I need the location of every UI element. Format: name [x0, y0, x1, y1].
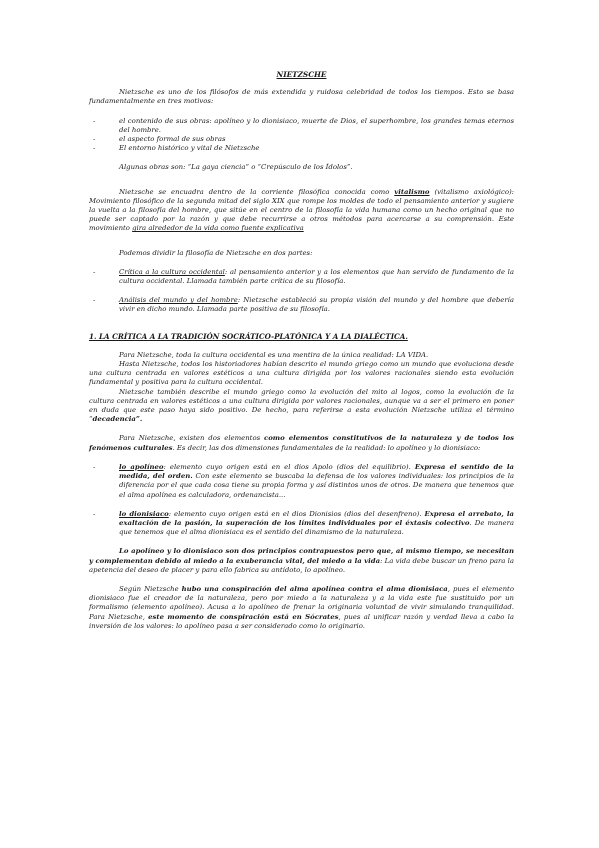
list-item: - Crítica a la cultura occidental: al pensamiento anterior y a los elementos que han servido de fundamento de la cultura occidental. Llamada también parte crítica de su filosofía.: [93, 267, 514, 286]
list-item: - el aspecto formal de sus obras: [93, 135, 226, 144]
dash-bullet-icon: -: [93, 144, 96, 153]
list-item: - El entorno histórico y vital de Nietzsche: [93, 144, 260, 153]
list-item: - el contenido de sus obras: apolíneo y lo dionisiaco, muerte de Dios, el superhombre, los grandes temas eternos del hombre.: [93, 116, 514, 134]
elements-list: [89, 463, 514, 537]
motives-list: [89, 117, 514, 154]
works-paragraph: Algunas obras son: “La gaya ciencia” o “Crepúsculo de los Ídolos”.: [119, 163, 353, 172]
dash-bullet-icon: -: [93, 267, 96, 276]
section-paragraph: Nietzsche también describe el mundo griego como la evolución del mito al logos, como la evolución de la cultura centrada en valores estéticos a una cultura dirigida por valores racionales, aunque va a ser el primero en poner en duda que este paso haya sido positivo. De hecho, para referirse a esta evolución Nietzsche utiliza el término “decadencia”.: [89, 387, 514, 424]
section-paragraph: Lo apolíneo y lo dionisiaco son dos principios contrapuestos pero que, al mismo tiempo, se necesitan y complementan debido al miedo a la exuberancia vital, del miedo a la vida: La vida debe buscar un freno para la apetencia del deseo de placer y para ello fabrica su antídoto, lo apolíneo.: [89, 547, 514, 574]
section-heading: 1. LA CRÍTICA A LA TRADICIÓN SOCRÁTICO-PLATÓNICA Y A LA DIALÉCTICA.: [89, 331, 408, 341]
section-paragraph: Para Nietzsche, existen dos elementos como elementos constitutivos de la naturaleza y de todos los fenómenos culturales. Es decir, las dos dimensiones fundamentales de la realidad: lo apolíneo y lo dionisiaco:: [89, 434, 514, 452]
list-item: - Análisis del mundo y del hombre: Nietzsche estableció su propia visión del mundo y del hombre que debería vivir en dicho mundo. Llamada parte positiva de su filosofía.: [93, 296, 514, 314]
parts-list: [89, 268, 514, 315]
list-item: - lo dionisiaco: elemento cuyo origen está en el dios Dionisios (dios del desenfreno). Expresa el arrebato, la exaltación de la pasión, la superación de los límites individuales por el éxtasis colectivo. De manera que tenemos que el alma dionisiaca es el sentido del dinamismo de la naturaleza.: [93, 509, 515, 537]
vitalismo-paragraph: Nietzsche se encuadra dentro de la corriente filosófica conocida como vitalismo (vitalismo axiológico): Movimiento filosófico de la segunda mitad del siglo XIX que rompe los moldes de todo el pensamiento anterior y sugiere la vuelta a la filosofía del hombre, que sitúe en el centro de la filosofía la vida humana como un hecho original que no puede ser captado por la razón y que debe recurrirse a otros métodos para acercarse a su comprensión. Este movimiento gira alrededor de la vida como fuente explicativa: [89, 187, 514, 233]
section-paragraph: Para Nietzsche, toda la cultura occidental es una mentira de la única realidad: LA VIDA.: [119, 350, 429, 359]
vitalismo-term: vitalismo: [394, 187, 430, 196]
section-paragraph: Hasta Nietzsche, todos los historiadores habían descrito el mundo griego como un mundo que evoluciona desde una cultura centrada en valores estéticos a una cultura dirigida por los valores racionales siendo esta evolución fundamental y positiva para la cultura occidental.: [89, 360, 514, 387]
vitalismo-highlight: gira alrededor de la vida como fuente explicativa: [132, 224, 304, 233]
division-paragraph: Podemos dividir la filosofía de Nietzsche en dos partes:: [119, 248, 313, 257]
document-body: [89, 70, 514, 631]
dash-bullet-icon: -: [93, 135, 96, 144]
dash-bullet-icon: -: [93, 462, 96, 471]
dash-bullet-icon: -: [93, 296, 96, 305]
list-item: - lo apolíneo: elemento cuyo origen está en el dios Apolo (dios del equilibrio). Expresa el sentido de la medida, del orden. Con este elemento se buscaba la defensa de los valores individuales: los principios de la diferencia por el que cada cosa tiene su propia forma y así distintos unos de otros. De manera que tenemos que el alma apolínea es calculadora, ordenancista...: [93, 462, 515, 499]
section-paragraph: Según Nietzsche hubo una conspiración del alma apolínea contra el alma dionisiaca, pues el elemento dionisiaco fue el creador de la naturaleza, pero por miedo a la naturaleza y a la vida este fue sustituido por un formalismo (elemento apolíneo). Acusa a lo apolíneo de frenar la originaria voluntad de vivir simulando tranquilidad. Para Nietzsche, este momento de conspiración está en Sócrates, pues al unificar razón y verdad lleva a cabo la inversión de los valores: lo apolíneo pasa a ser considerado como lo originario.: [89, 584, 514, 630]
dash-bullet-icon: -: [93, 116, 96, 125]
intro-paragraph: Nietzsche es uno de los filósofos de más extendida y ruidosa celebridad de todos los tiempos. Esto se basa fundamentalmente en tres motivos:: [89, 88, 514, 106]
page-title: NIETZSCHE: [276, 70, 327, 79]
dash-bullet-icon: -: [93, 509, 96, 518]
